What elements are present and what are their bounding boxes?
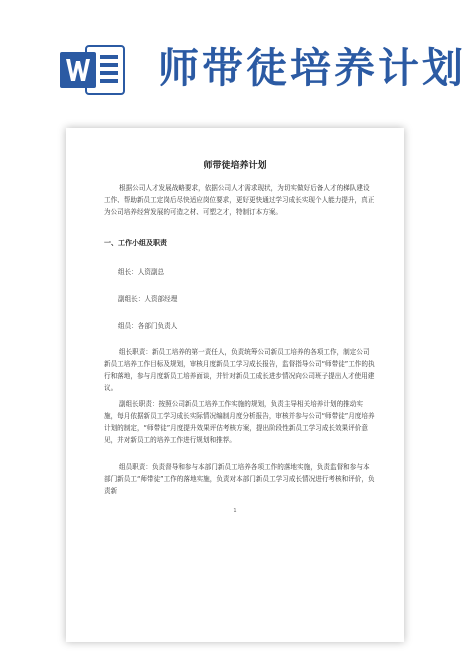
word-icon (60, 44, 126, 96)
vice-duty-paragraph: 副组长职责：按照公司新员工培养工作实施的规划，负责主导相关培养计划的推动实施，每月依据新员工学习成长实际情况编制月度分析报告，审核并参与公司“师带徒”月度培养计划的制定，“师带徒”月度提升效果评估考核方案，提出阶段性新员工学习成长效果评价意见，并对新员工的培养工作进行规划和推荐。 (104, 400, 375, 444)
leader-duty-paragraph: 组长职责：新员工培养的第一责任人，负责统筹公司新员工培养的各项工作，制定公司新员工培养工作目标及规划，审核月度新员工学习成长报告，监督指导公司“师带徒”工作的执行和落地，参与月度新员工培养面谈，并针对新员工成长进步情况向公司班子提出人才使用建议。 (104, 348, 375, 392)
intro-paragraph: 根据公司人才发展战略要求，依据公司人才需求现状，为切实做好后备人才的梯队建设工作、帮助新员工定岗后尽快适应岗位要求，更好更快通过学习成长实现个人能力提升，真正为公司培养经营发展的可造之材、可塑之才，特制订本方案。 (104, 184, 375, 216)
page-number: 1 (233, 508, 237, 514)
section-heading: 一、工作小组及职责 (104, 239, 167, 247)
vice-leader-line: 副组长：人资部经理 (118, 295, 178, 303)
banner (0, 0, 474, 115)
banner-title: 师带徒培养计划 (158, 44, 466, 92)
member-duty-paragraph: 组员职责：负责督导和参与本部门新员工培养各项工作的落地实施，负责监督和参与本部门新员工“师带徒”工作的落地实施，负责对本部门新员工学习成长情况进行考核和评价，负责新 (104, 463, 375, 495)
document-page (66, 128, 404, 642)
members-line: 组员：各部门负责人 (118, 322, 178, 330)
leader-line: 组长：人资副总 (118, 268, 165, 276)
document-title: 师带徒培养计划 (203, 161, 267, 171)
